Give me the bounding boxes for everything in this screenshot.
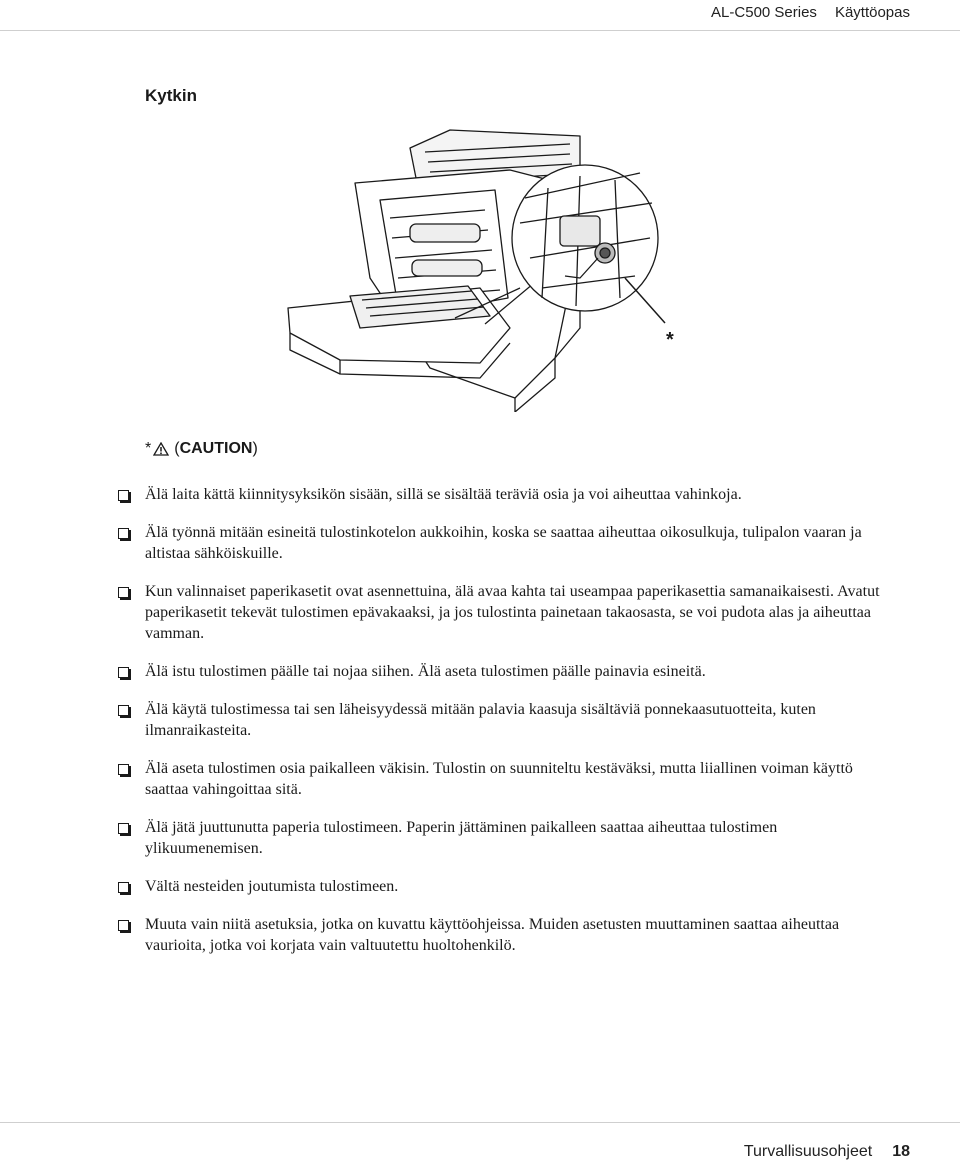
header-guide: Käyttöopas xyxy=(834,3,910,21)
list-item xyxy=(118,581,888,644)
header-series: AL-C500 Series xyxy=(711,3,817,21)
list-item-text: Älä laita kättä kiinnitysyksikön sisään, sillä se sisältää teräviä osia ja voi aiheuttaa vahinkoja. xyxy=(145,486,742,503)
list-item-text: Älä työnnä mitään esineitä tulostinkotelon aukkoihin, koska se saattaa aiheuttaa oikosulkuja, tulipalon vaaran ja altistaa sähköiskuille. xyxy=(145,524,862,562)
header-divider xyxy=(0,30,960,31)
list-item xyxy=(118,817,888,859)
checkbox-bullet-icon xyxy=(118,490,129,501)
printer-illustration xyxy=(280,128,700,412)
list-item-text: Kun valinnaiset paperikasetit ovat asennettuina, älä avaa kahta tai useampaa paperikasettia samanaikaisesti. Avatut paperikasetit tekevät tulostimen epävakaaksi, ja jos tulostinta painetaan takaosasta, se voi pudota alas ja aiheuttaa vamman. xyxy=(145,583,880,642)
caution-open: ( xyxy=(174,440,180,457)
list-item-text: Vältä nesteiden joutumista tulostimeen. xyxy=(145,878,399,895)
list-item-text: Älä jätä juuttunutta paperia tulostimeen. Paperin jättäminen paikalleen saattaa aiheuttaa tulostimen ylikuumenemisen. xyxy=(145,819,778,857)
checkbox-bullet-icon xyxy=(118,587,129,598)
checkbox-bullet-icon xyxy=(118,823,129,834)
caution-prefix: * xyxy=(145,440,152,457)
safety-list xyxy=(118,484,888,973)
section-title: Kytkin xyxy=(145,86,197,105)
warning-triangle-icon xyxy=(153,442,169,456)
list-item-text: Älä istu tulostimen päälle tai nojaa siihen. Älä aseta tulostimen päälle painavia esineitä. xyxy=(145,663,706,680)
caution-close: ) xyxy=(252,440,258,457)
list-item-text: Älä aseta tulostimen osia paikalleen väkisin. Tulostin on suunniteltu kestäväksi, mutta liiallinen voiman käyttö saattaa vahingoittaa sitä. xyxy=(145,760,853,798)
list-item-text: Muuta vain niitä asetuksia, jotka on kuvattu käyttöohjeissa. Muiden asetusten muuttaminen saattaa aiheuttaa vaurioita, jotka voi korjata vain valtuutettu huoltohenkilö. xyxy=(145,916,840,954)
list-item xyxy=(118,914,888,956)
list-item xyxy=(118,699,888,741)
figure-marker: * xyxy=(666,329,674,351)
checkbox-bullet-icon xyxy=(118,705,129,716)
list-item xyxy=(118,758,888,800)
checkbox-bullet-icon xyxy=(118,920,129,931)
checkbox-bullet-icon xyxy=(118,882,129,893)
caution-label: CAUTION xyxy=(179,440,253,457)
footer-divider xyxy=(0,1122,960,1123)
page-footer xyxy=(744,1143,910,1161)
list-item xyxy=(118,522,888,564)
caution-note xyxy=(145,440,258,458)
page-number: 18 xyxy=(892,1143,910,1160)
checkbox-bullet-icon xyxy=(118,764,129,775)
checkbox-bullet-icon xyxy=(118,667,129,678)
list-item xyxy=(118,661,888,682)
checkbox-bullet-icon xyxy=(118,528,129,539)
list-item-text: Älä käytä tulostimessa tai sen läheisyydessä mitään palavia kaasuja sisältäviä ponnekaasutuotteita, kuten ilmanraikasteita. xyxy=(145,701,816,739)
footer-section: Turvallisuusohjeet xyxy=(743,1143,873,1160)
list-item xyxy=(118,876,888,897)
page-header xyxy=(711,0,910,24)
list-item xyxy=(118,484,888,505)
